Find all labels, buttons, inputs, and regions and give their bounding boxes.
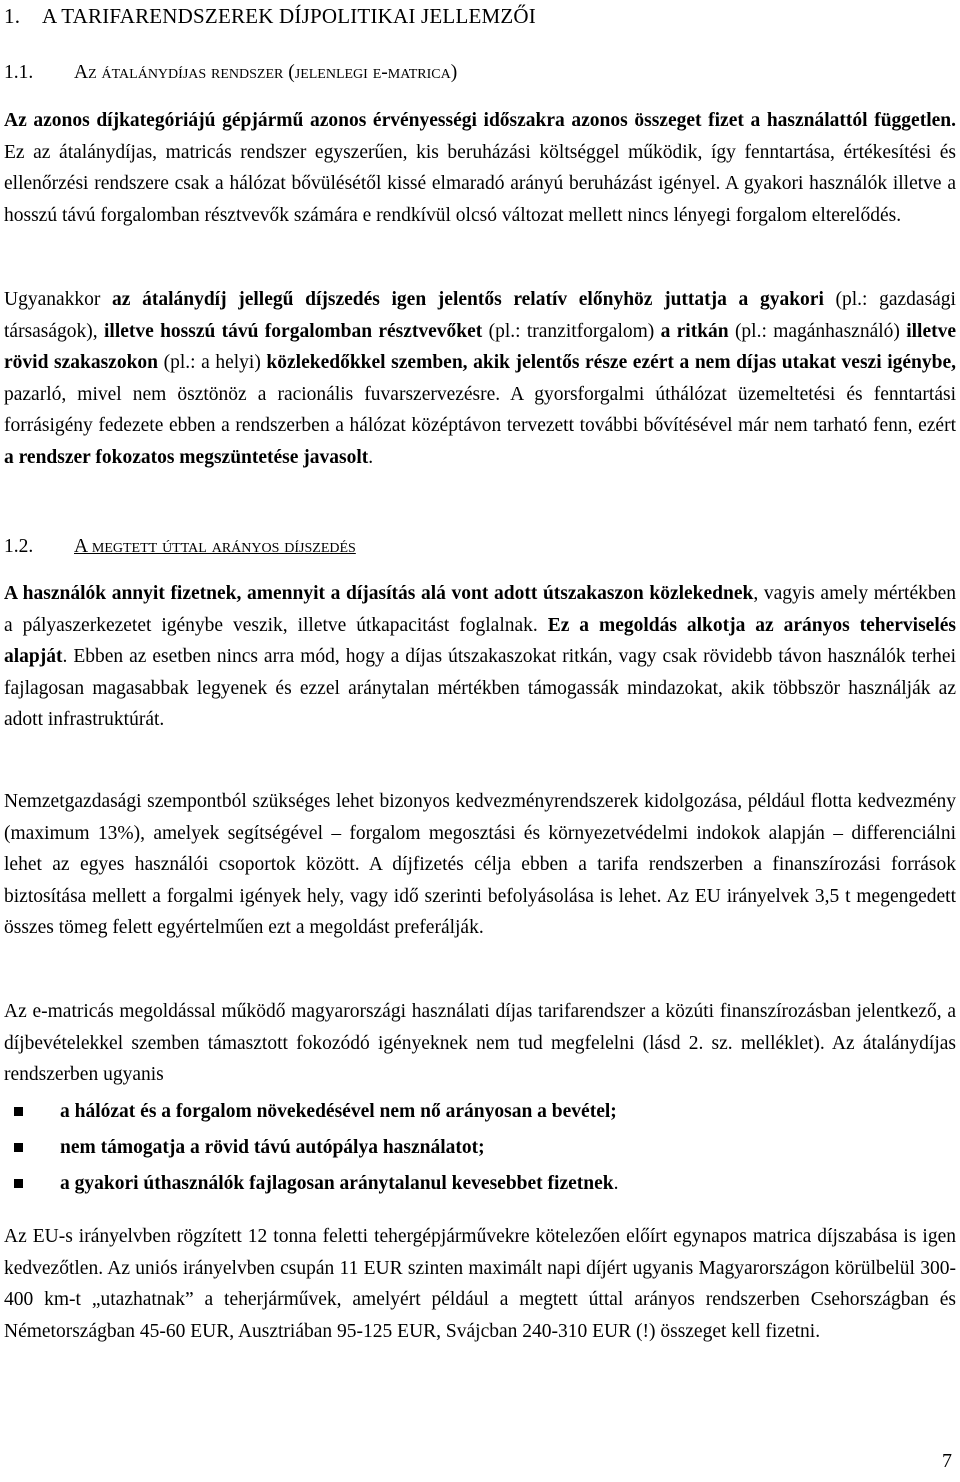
section-number: 1.2. <box>4 536 34 557</box>
bullet-list <box>4 1094 956 1202</box>
paragraph-text: Az e-matricás megoldással működő magyarországi használati díjas tarifarendszer a közúti finanszírozásban jelentkező, a díjbevételekkel szemben támasztott fokozódó igényeknek nem tud megfelelni (lásd 2. sz. melléklet). Az átalánydíjas rendszerben ugyanis <box>4 1001 956 1085</box>
list-item <box>4 1094 956 1130</box>
section-title: A megtett úttal arányos díjszedés <box>74 536 356 557</box>
list-item-text: a hálózat és a forgalom növekedésével nem nő arányosan a bevétel; <box>60 1101 617 1122</box>
section-title: Az átalánydíjas rendszer (jelenlegi e-matrica) <box>74 62 458 83</box>
paragraph-discount-systems <box>4 786 956 944</box>
bold-run: Ez a megoldás alkotja az arányos teherviselés alapját <box>4 614 956 667</box>
paragraph-text: Az EU-s irányelvben rögzített 12 tonna feletti tehergépjárművekre kötelezően előírt egynapos matrica díjszabása is igen kedvezőtlen. Az uniós irányelvben csupán 11 EUR szinten maximált napi díjért ugyanis Magyarországon körülbelül 300-400 km-t „utazhatnak” a teherjárművek, amelyért például a megtett úttal arányos rendszerben Csehországban és Németországban 45-60 EUR, Ausztriában 95-125 EUR, Svájcban 240-310 EUR (!) összeget kell fizetni. <box>4 1226 956 1342</box>
text-run: (pl.: a helyi) <box>158 352 267 373</box>
list-item-tail: . <box>613 1173 619 1194</box>
paragraph-text: Ez az átalánydíjas, matricás rendszer egyszerűen, kis beruházási költséggel működik, így fenntartása, értékesítési és ellenőrzési rendszere csak a hálózat bővülésétől kissé elmaradó arányú beruházást igényel. A gyakori használók illetve a hosszú távú forgalomban résztvevők számára e rendkívül olcsó változat mellett nincs lényegi forgalom elterelődés. <box>4 141 956 226</box>
bold-run: az átalánydíj jellegű díjszedés igen jelentős relatív előnyhöz juttatja a gyakori <box>112 289 824 310</box>
text-run: . <box>368 446 374 468</box>
text-run: (pl.: tranzitforgalom) <box>482 320 661 342</box>
section-heading-1-2 <box>4 536 356 558</box>
page-number: 7 <box>942 1450 952 1472</box>
bold-run: illetve rövid szakaszokon <box>4 320 956 373</box>
text-run: . Ebben az esetben nincs arra mód, hogy a díjas útszakaszokat ritkán, vagy csak rövidebb távon használók terhei fajlagosan magasabbak legyenek és ezzel aránytalan mértékben támogassák mindazokat, akik többször használják az adott infrastruktúrát. <box>4 646 956 730</box>
bold-run: a ritkán <box>660 320 729 342</box>
text-run: (pl.: magánhasználó) <box>728 320 907 342</box>
list-item <box>4 1166 956 1202</box>
paragraph-eu-daily-vignette <box>4 1221 956 1347</box>
chapter-heading <box>4 4 536 29</box>
square-bullet-icon <box>14 1143 23 1152</box>
text-run: (pl.: gazdasági társaságok), <box>4 289 956 342</box>
list-item <box>4 1130 956 1166</box>
paragraph-e-vignette-shortcomings <box>4 996 956 1091</box>
chapter-number: 1. <box>4 4 21 28</box>
paragraph-distance-based-principle <box>4 578 956 736</box>
paragraph-text: Nemzetgazdasági szempontból szükséges lehet bizonyos kedvezményrendszerek kidolgozása, például flotta kedvezmény (maximum 13%), amelyek segítségével – forgalom megosztási és környezetvédelmi indokok alapján – differenciálni lehet az egyes használói csoportok között. A díjfizetés célja ebben a tarifa rendszerben a finanszírozási források biztosítása mellett a forgalmi igények hely, vagy idő szerinti befolyásolása is lehet. Az EU irányelvek 3,5 t megengedett összes tömeg felett egyértelműen ezt a megoldást preferálják. <box>4 791 956 938</box>
bold-sentence: Az azonos díjkategóriájú gépjármű azonos érvényességi időszakra azonos összeget fizet a használattól független. <box>4 110 956 131</box>
bold-run: A használók annyit fizetnek, amennyit a díjasítás alá vont adott útszakaszon közlekednek <box>4 583 754 604</box>
paragraph-flat-rate-advantage <box>4 284 956 473</box>
bold-run: a rendszer fokozatos megszüntetése javasolt <box>4 446 369 468</box>
square-bullet-icon <box>14 1107 23 1116</box>
section-number: 1.1. <box>4 62 34 83</box>
text-run: , vagyis amely mértékben a pályaszerkezetet igénybe veszik, illetve útkapacitást foglalnak. <box>4 583 957 636</box>
square-bullet-icon <box>14 1179 23 1188</box>
list-item-text: nem támogatja a rövid távú autópálya használatot; <box>60 1137 485 1158</box>
paragraph-flat-rate-intro <box>4 105 956 231</box>
bold-run: illetve hosszú távú forgalomban résztvevőket <box>103 320 483 342</box>
section-heading-1-1 <box>4 62 457 84</box>
chapter-title: A TARIFARENDSZEREK DÍJPOLITIKAI JELLEMZŐI <box>42 4 536 28</box>
text-run: Ugyanakkor <box>4 289 113 310</box>
text-run: pazarló, mivel nem ösztönöz a racionális fuvarszervezésre. A gyorsforgalmi úthálózat üzemeltetési és fenntartási forrásigény fedezete ebben a rendszerben a hálózat középtávon tervezett további bővítésével már nem tarható fenn, ezért <box>4 383 956 436</box>
list-item-text: a gyakori úthasználók fajlagosan aránytalanul kevesebbet fizetnek <box>60 1173 614 1194</box>
bold-run: közlekedőkkel szemben, akik jelentős része ezért a nem díjas utakat veszi igénybe, <box>266 352 956 373</box>
